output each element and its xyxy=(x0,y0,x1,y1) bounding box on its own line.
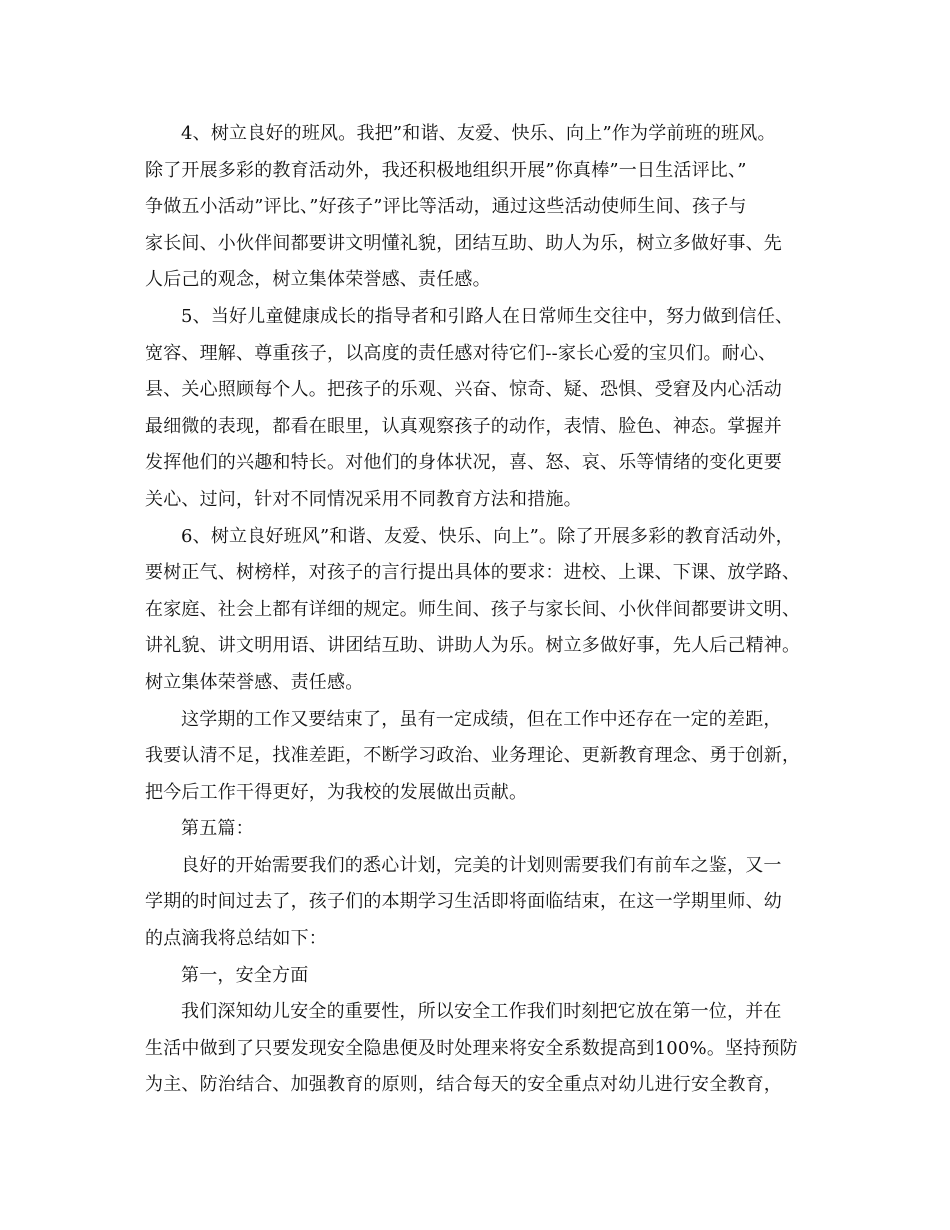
text-line: 我要认清不足，找准差距，不断学习政治、业务理论、更新教育理念、勇于创新， xyxy=(145,745,801,767)
text-line: 要树正气、树榜样，对孩子的言行提出具体的要求：进校、上课、下课、放学路、 xyxy=(145,562,801,584)
text-line: 第一，安全方面 xyxy=(181,964,309,986)
text-line: 最细微的表现，都看在眼里，认真观察孩子的动作，表情、脸色、神态。掌握并 xyxy=(145,415,782,437)
text-line: 关心、过问，针对不同情况采用不同教育方法和措施。 xyxy=(145,488,582,510)
document-body xyxy=(145,116,825,1104)
text-line: 4、树立良好的班风。我把”和谐、友爱、快乐、向上”作为学前班的班风。 xyxy=(181,123,776,144)
text-line: 生活中做到了只要发现安全隐患便及时处理来将安全系数提高到100%。坚持预防 xyxy=(145,1037,798,1059)
text-line: 这学期的工作又要结束了，虽有一定成绩，但在工作中还存在一定的差距， xyxy=(181,708,782,730)
text-line: 树立集体荣誉感、责任感。 xyxy=(145,671,364,693)
text-line: 5、当好儿童健康成长的指导者和引路人在日常师生交往中，努力做到信任、 xyxy=(181,305,794,327)
text-line: 的点滴我将总结如下： xyxy=(145,928,327,950)
text-line: 县、关心照顾每个人。把孩子的乐观、兴奋、惊奇、疑、恐惧、受窘及内心活动 xyxy=(145,379,782,401)
text-line: 除了开展多彩的教育活动外，我还积极地组织开展”你真棒”一日生活评比、” xyxy=(145,159,747,181)
text-line: 6、树立良好班风”和谐、友爱、快乐、向上”。除了开展多彩的教育活动外， xyxy=(181,525,794,547)
text-line: 讲礼貌、讲文明用语、讲团结互助、讲助人为乐。树立多做好事，先人后己精神。 xyxy=(145,635,801,657)
text-line: 家长间、小伙伴间都要讲文明懂礼貌，团结互助、助人为乐，树立多做好事、先 xyxy=(145,232,782,254)
text-line: 学期的时间过去了，孩子们的本期学习生活即将面临结束，在这一学期里师、幼 xyxy=(145,891,782,913)
text-line: 发挥他们的兴趣和特长。对他们的身体状况，喜、怒、哀、乐等情绪的变化更要 xyxy=(145,452,782,474)
text-line: 为主、防治结合、加强教育的原则，结合每天的安全重点对幼儿进行安全教育， xyxy=(145,1074,782,1096)
text-line: 良好的开始需要我们的悉心计划，完美的计划则需要我们有前车之鉴，又一 xyxy=(181,854,782,876)
text-line: 争做五小活动”评比、”好孩子”评比等活动，通过这些活动使师生间、孩子与 xyxy=(145,196,747,218)
text-line: 在家庭、社会上都有详细的规定。师生间、孩子与家长间、小伙伴间都要讲文明、 xyxy=(145,598,801,620)
text-line: 第五篇： xyxy=(181,818,254,840)
text-line: 我们深知幼儿安全的重要性，所以安全工作我们时刻把它放在第一位，并在 xyxy=(181,1001,782,1023)
text-line: 把今后工作干得更好，为我校的发展做出贡献。 xyxy=(145,781,528,803)
text-line: 宽容、理解、尊重孩子，以高度的责任感对待它们--家长心爱的宝贝们。耐心、 xyxy=(145,342,777,364)
text-line: 人后己的观念，树立集体荣誉感、责任感。 xyxy=(145,269,491,291)
